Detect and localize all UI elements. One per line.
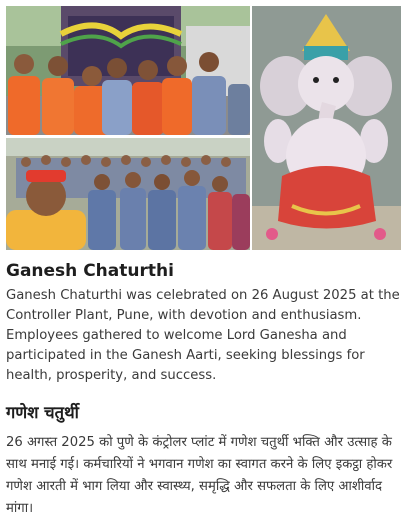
- ganesh-idol-photo: [252, 6, 401, 250]
- employees-gathering-graphic: [6, 138, 250, 250]
- article-title-english: Ganesh Chaturthi: [6, 261, 174, 281]
- ganesh-idol-graphic: [252, 6, 401, 250]
- team-photo: [6, 6, 250, 135]
- article-title-hindi: गणेश चतुर्थी: [6, 403, 79, 422]
- employees-gathering-photo: [6, 138, 250, 250]
- article-body-english: Ganesh Chaturthi was celebrated on 26 August 2025 at the Controller Plant, Pune, with devotion and enthusiasm. Employees gathered to welcome Lord Ganesha and participated in the Ganesh Aarti, seeking blessings for health, prosperity, and success.: [6, 288, 400, 383]
- team-photo-graphic: [6, 6, 250, 135]
- article-body-hindi: 26 अगस्त 2025 को पुणे के कंट्रोलर प्लांट में गणेश चतुर्थी भक्ति और उत्साह के साथ मनाई गई। कर्मचारियों ने भगवान गणेश का स्वागत करने के लिए इकट्ठा होकर गणेश आरती में भाग लिया और स्वास्थ्य, समृद्धि और सफलता के लिए आशीर्वाद मांगा।: [6, 435, 393, 516]
